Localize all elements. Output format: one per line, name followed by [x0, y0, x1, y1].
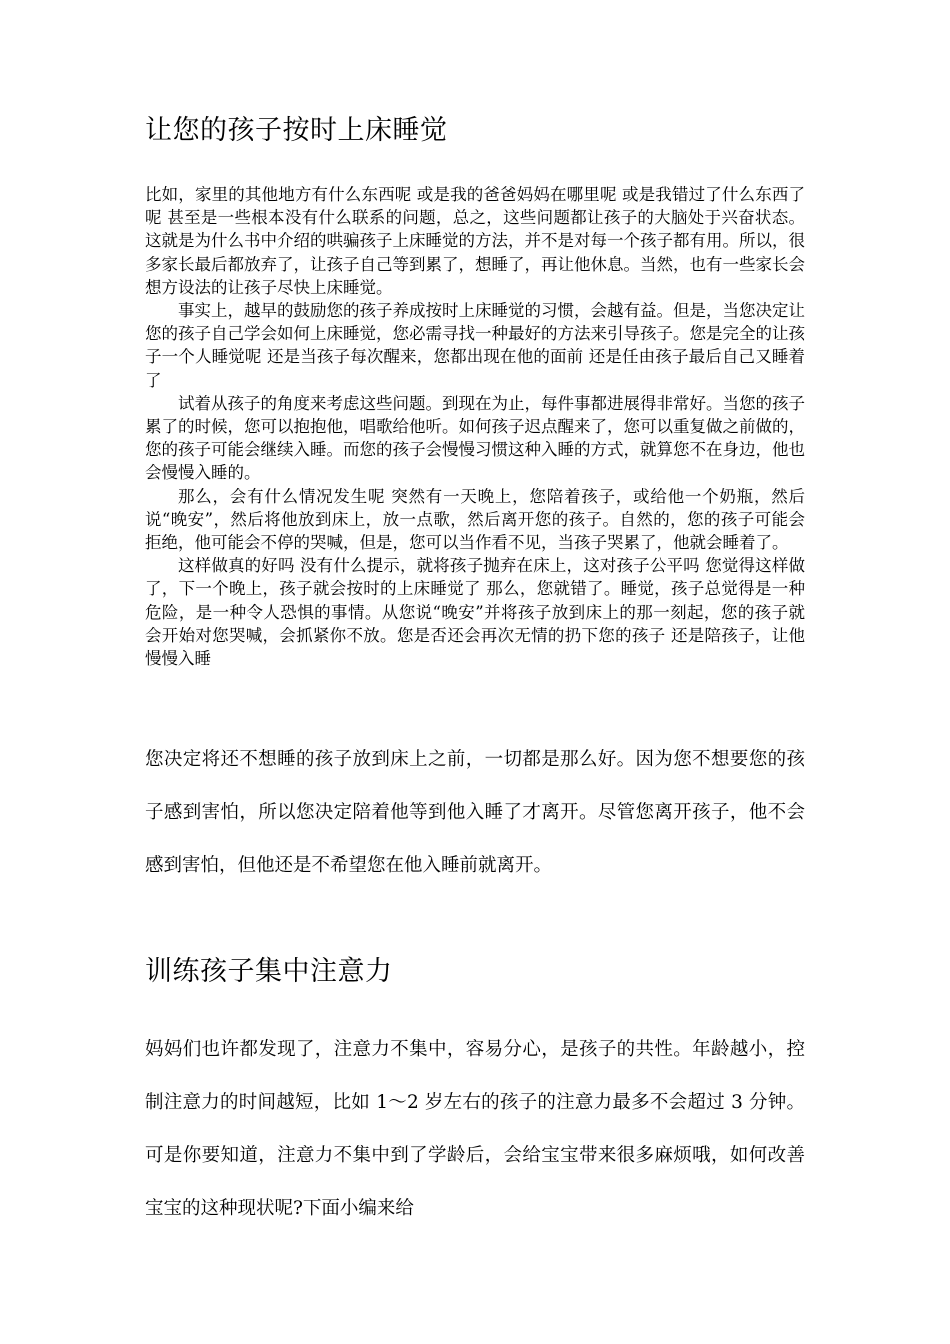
paragraph: 试着从孩子的角度来考虑这些问题。到现在为止，每件事都进展得非常好。当您的孩子累了的时候，您可以抱抱他，唱歌给他听。如何孩子迟点醒来了，您可以重复做之前做的，您的孩子可能会继续入睡。而您的孩子会慢慢习惯这种入睡的方式，就算您不在身边，他也会慢慢入睡的。	[145, 393, 805, 483]
paragraph: 事实上，越早的鼓励您的孩子养成按时上床睡觉的习惯，会越有益。但是，当您决定让您的孩子自己学会如何上床睡觉，您必需寻找一种最好的方法来引导孩子。您是完全的让孩子一个人睡觉呢 还是当孩子每次醒来，您都出现在他的面前 还是任由孩子最后自己又睡着了	[145, 301, 805, 390]
section-body	[145, 183, 805, 670]
paragraph: 这样做真的好吗 没有什么提示，就将孩子抛弃在床上，这对孩子公平吗 您觉得这样做了，下一个晚上，孩子就会按时的上床睡觉了 那么，您就错了。睡觉，孩子总觉得是一种危险，是一种令人恐惧的事情。从您说“晚安”并将孩子放到床上的那一刻起，您的孩子就会开始对您哭喊，会抓紧你不放。您是否还会再次无情的扔下您的孩子 还是陪孩子，让他慢慢入睡	[145, 556, 805, 669]
section-closing	[145, 733, 805, 892]
paragraph: 您决定将还不想睡的孩子放到床上之前，一切都是那么好。因为您不想要您的孩子感到害怕，所以您决定陪着他等到他入睡了才离开。尽管您离开孩子，他不会感到害怕，但他还是不希望您在他入睡前就离开。	[145, 749, 805, 876]
paragraph: 妈妈们也许都发现了，注意力不集中，容易分心，是孩子的共性。年龄越小，控制注意力的时间越短，比如 1～2 岁左右的孩子的注意力最多不会超过 3 分钟。可是你要知道，注意力不集中到了学龄后，会给宝宝带来很多麻烦哦，如何改善宝宝的这种现状呢?下面小编来给	[145, 1039, 805, 1219]
paragraph: 那么，会有什么情况发生呢 突然有一天晚上，您陪着孩子，或给他一个奶瓶，然后说“晚安”，然后将他放到床上，放一点歌，然后离开您的孩子。自然的，您的孩子可能会拒绝，他可能会不停的哭喊，但是，您可以当作看不见，当孩子哭累了，他就会睡着了。	[145, 486, 805, 553]
section-title: 让您的孩子按时上床睡觉	[145, 115, 448, 146]
section-body	[145, 1023, 805, 1235]
paragraph: 比如，家里的其他地方有什么东西呢 或是我的爸爸妈妈在哪里呢 或是我错过了什么东西了呢 甚至是一些根本没有什么联系的问题，总之，这些问题都让孩子的大脑处于兴奋状态。这就是为什么书中介绍的哄骗孩子上床睡觉的方法，并不是对每一个孩子都有用。所以，很多家长最后都放弃了，让孩子自己等到累了，想睡了，再让他休息。当然，也有一些家长会想方设法的让孩子尽快上床睡觉。	[145, 185, 805, 297]
section-title: 训练孩子集中注意力	[145, 956, 393, 987]
